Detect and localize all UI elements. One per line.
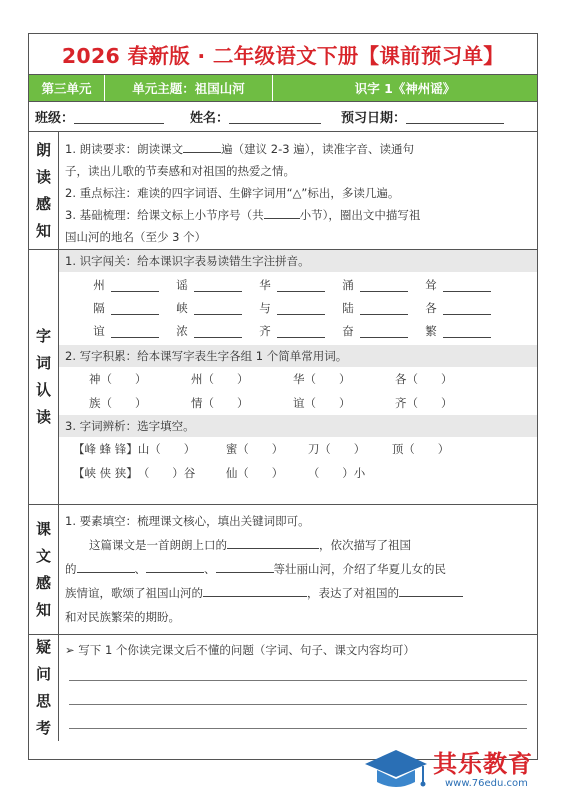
pick-blank[interactable]: 仙（ ） bbox=[225, 466, 284, 480]
question-prompt: ➢ 写下 1 个你读完课文后不懂的问题（字词、句子、课文内容均可） bbox=[65, 643, 415, 657]
write-row bbox=[59, 391, 537, 415]
reading-item-3-cont: 国山河的地名（至少 3 个） bbox=[65, 230, 207, 244]
word-blank[interactable]: 州（ ） bbox=[191, 372, 249, 386]
reading-item-2: 2. 重点标注：难读的四字词语、生僻字词用“△”标出，多读几遍。 bbox=[65, 186, 400, 200]
pick-group-2: 【峡 侠 狭】 bbox=[73, 466, 138, 480]
section-reading bbox=[29, 132, 537, 250]
section-text bbox=[29, 505, 537, 635]
answer-line[interactable] bbox=[69, 705, 527, 729]
text-para-2: 的 、 、 等壮丽山河，介绍了华夏儿女的民 bbox=[59, 557, 537, 581]
worksheet-title: 2026 春新版 · 二年级语文下册【课前预习单】 bbox=[61, 44, 505, 68]
name-label: 姓名： bbox=[190, 111, 230, 126]
pick-row-1 bbox=[59, 437, 537, 461]
write-row bbox=[59, 367, 537, 391]
word-blank[interactable]: 谊（ ） bbox=[293, 396, 351, 410]
section-label-reading: 朗 读 感 知 bbox=[29, 132, 59, 249]
genre-blank[interactable] bbox=[227, 535, 319, 549]
feeling-blank[interactable] bbox=[399, 583, 463, 597]
name-field[interactable] bbox=[229, 110, 321, 124]
class-label: 班级： bbox=[35, 111, 75, 126]
unit-theme: 单元主题：祖国山河 bbox=[105, 75, 273, 101]
pinyin-row bbox=[59, 272, 537, 295]
info-row bbox=[29, 102, 537, 132]
text-head: 1. 要素填空：梳理课文核心，填出关键词即可。 bbox=[65, 514, 310, 528]
place-blank[interactable] bbox=[77, 559, 135, 573]
pick-blank[interactable]: （ ）谷 bbox=[137, 466, 196, 480]
word-blank[interactable]: 各（ ） bbox=[395, 372, 453, 386]
pinyin-cell[interactable]: 耸 bbox=[419, 275, 502, 295]
section-label-words: 字 词 认 读 bbox=[29, 250, 59, 504]
pinyin-row bbox=[59, 318, 537, 341]
pinyin-cell[interactable]: 与 bbox=[253, 298, 336, 318]
date-label: 预习日期： bbox=[341, 111, 407, 126]
answer-line[interactable] bbox=[69, 681, 527, 705]
pick-blank[interactable]: 刀（ ） bbox=[307, 442, 366, 456]
place-blank[interactable] bbox=[146, 559, 204, 573]
praise-blank[interactable] bbox=[203, 583, 307, 597]
lesson-title: 识字 1《神州谣》 bbox=[354, 81, 456, 96]
word-blank[interactable]: 齐（ ） bbox=[395, 396, 453, 410]
text-para-3: 族情谊，歌颂了祖国山河的 ，表达了对祖国的 bbox=[59, 581, 537, 605]
answer-line[interactable] bbox=[69, 661, 527, 681]
pick-blank[interactable]: 顶（ ） bbox=[391, 442, 450, 456]
date-field[interactable] bbox=[406, 110, 504, 124]
watermark bbox=[361, 742, 557, 798]
unit-bar bbox=[29, 75, 537, 102]
pinyin-cell[interactable]: 奋 bbox=[336, 321, 419, 341]
word-blank[interactable]: 族（ ） bbox=[89, 396, 147, 410]
pick-blank[interactable]: 山（ ） bbox=[137, 442, 196, 456]
section-words bbox=[29, 250, 537, 505]
words-head-2: 2. 写字积累：给本课写字表生字各组 1 个简单常用词。 bbox=[59, 345, 537, 367]
pick-group-1: 【峰 蜂 锋】 bbox=[73, 442, 138, 456]
word-blank[interactable]: 华（ ） bbox=[293, 372, 351, 386]
words-head-3: 3. 字词辨析：选字填空。 bbox=[59, 415, 537, 437]
pinyin-cell[interactable]: 谊 bbox=[87, 321, 170, 341]
pinyin-cell[interactable]: 陆 bbox=[336, 298, 419, 318]
reading-times-blank[interactable] bbox=[183, 139, 221, 153]
pick-blank[interactable]: 蜜（ ） bbox=[225, 442, 284, 456]
place-blank[interactable] bbox=[216, 559, 274, 573]
pinyin-row bbox=[59, 295, 537, 318]
pinyin-cell[interactable]: 各 bbox=[419, 298, 502, 318]
pinyin-cell[interactable]: 州 bbox=[87, 275, 170, 295]
pinyin-cell[interactable]: 齐 bbox=[253, 321, 336, 341]
pick-row-2 bbox=[59, 461, 537, 485]
graduation-cap-icon bbox=[363, 746, 429, 794]
class-field[interactable] bbox=[74, 110, 164, 124]
pinyin-cell[interactable]: 涌 bbox=[336, 275, 419, 295]
text-para-4: 和对民族繁荣的期盼。 bbox=[65, 610, 180, 624]
worksheet bbox=[28, 33, 538, 760]
word-blank[interactable]: 神（ ） bbox=[89, 372, 147, 386]
reading-item-1-cont: 子，读出儿歌的节奏感和对祖国的热爱之情。 bbox=[65, 164, 295, 178]
unit-label: 第三单元 bbox=[29, 75, 105, 101]
reading-item-3: 3. 基础梳理：给课文标上小节序号（共 小节），圈出文中描写祖 bbox=[59, 204, 537, 226]
pinyin-cell[interactable]: 繁 bbox=[419, 321, 502, 341]
watermark-brand: 其乐教育 bbox=[433, 750, 533, 778]
pinyin-cell[interactable]: 隔 bbox=[87, 298, 170, 318]
title-row bbox=[29, 34, 537, 75]
pinyin-cell[interactable]: 浓 bbox=[170, 321, 253, 341]
section-question bbox=[29, 635, 537, 741]
pick-blank[interactable]: （ ）小 bbox=[307, 466, 366, 480]
pinyin-cell[interactable]: 谣 bbox=[170, 275, 253, 295]
section-label-question: 疑 问 思 考 bbox=[29, 635, 59, 741]
watermark-url: www.76edu.com bbox=[445, 778, 528, 789]
reading-item-1: 1. 朗读要求：朗读课文 遍（建议 2-3 遍），读准字音、读通句 bbox=[59, 138, 537, 160]
section-label-text: 课 文 感 知 bbox=[29, 505, 59, 634]
word-blank[interactable]: 情（ ） bbox=[191, 396, 249, 410]
words-head-1: 1. 识字闯关：给本课识字表易读错生字注拼音。 bbox=[59, 250, 537, 272]
pinyin-cell[interactable]: 峡 bbox=[170, 298, 253, 318]
text-para-1: 这篇课文是一首朗朗上口的 ，依次描写了祖国 bbox=[59, 533, 537, 557]
section-count-blank[interactable] bbox=[264, 205, 300, 219]
pinyin-cell[interactable]: 华 bbox=[253, 275, 336, 295]
